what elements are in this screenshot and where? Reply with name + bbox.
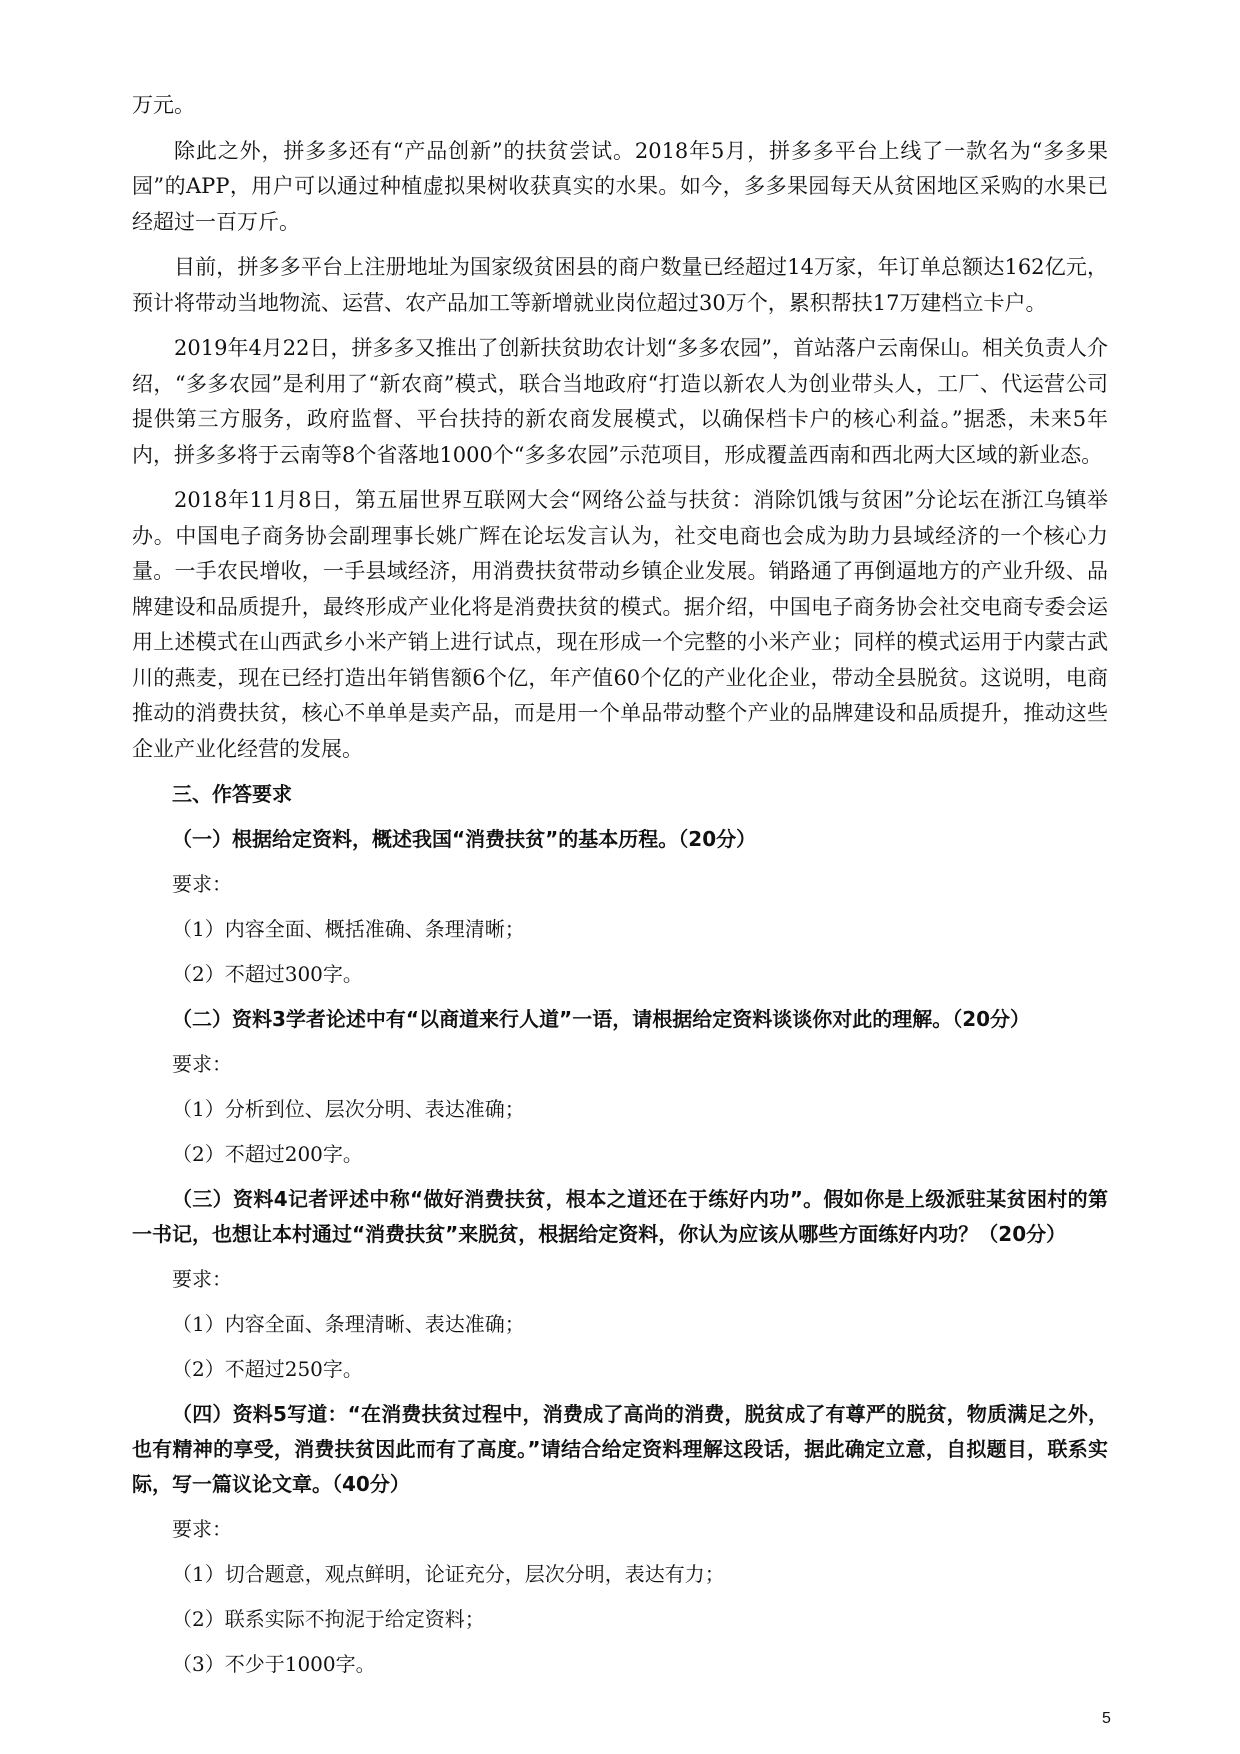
requirements-label: 要求： bbox=[172, 872, 232, 896]
question-2 bbox=[132, 1002, 1108, 1172]
page-number: 5 bbox=[1102, 1710, 1111, 1727]
requirements-label: 要求： bbox=[172, 1267, 232, 1291]
paragraph-merchant-stats: 目前，拼多多平台上注册地址为国家级贫困县的商户数量已经超过14万家，年订单总额达162亿元，预计将带动当地物流、运营、农产品加工等新增就业岗位超过30万个，累积帮扶17万建档立卡户。 bbox=[132, 255, 1108, 315]
paragraph-duoduo-farm: 2019年4月22日，拼多多又推出了创新扶贫助农计划“多多农园”，首站落户云南保山。相关负责人介绍，“多多农园”是利用了“新农商”模式，联合当地政府“打造以新农人为创业带头人，工厂、代运营公司提供第三方服务，政府监督、平台扶持的新农商发展模式，以确保档卡户的核心利益。”据悉，未来5年内，拼多多将于云南等8个省落地1000个“多多农园”示范项目，形成覆盖西南和西北两大区域的新业态。 bbox=[132, 336, 1108, 467]
requirement-item: （1）切合题意，观点鲜明，论证充分，层次分明，表达有力； bbox=[172, 1562, 725, 1586]
paragraph-continuation: 万元。 bbox=[132, 93, 195, 117]
question-title: （二）资料3学者论述中有“以商道来行人道”一语，请根据给定资料谈谈你对此的理解。（20分） bbox=[172, 1007, 1031, 1031]
document-page bbox=[132, 88, 1108, 1692]
paragraph-product-innovation: 除此之外，拼多多还有“产品创新”的扶贫尝试。2018年5月，拼多多平台上线了一款名为“多多果园”的APP，用户可以通过种植虚拟果树收获真实的水果。如今，多多果园每天从贫困地区采购的水果已经超过一百万斤。 bbox=[132, 138, 1108, 234]
requirement-item: （1）内容全面、概括准确、条理清晰； bbox=[172, 917, 525, 941]
requirement-item: （1）内容全面、条理清晰、表达准确； bbox=[172, 1312, 525, 1336]
requirements-label: 要求： bbox=[172, 1517, 232, 1541]
requirements-label: 要求： bbox=[172, 1052, 232, 1076]
question-title: （三）资料4记者评述中称“做好消费扶贫，根本之道还在于练好内功”。假如你是上级派驻某贫困村的第一书记，也想让本村通过“消费扶贫”来脱贫，根据给定资料，你认为应该从哪些方面练好内功？（20分） bbox=[132, 1187, 1108, 1246]
question-1 bbox=[132, 822, 1108, 992]
question-title: （一）根据给定资料，概述我国“消费扶贫”的基本历程。（20分） bbox=[172, 827, 757, 851]
section-title: 三、作答要求 bbox=[172, 782, 292, 806]
question-3 bbox=[132, 1182, 1108, 1387]
requirement-item: （2）联系实际不拘泥于给定资料； bbox=[172, 1607, 485, 1631]
requirement-item: （2）不超过200字。 bbox=[172, 1142, 363, 1166]
requirement-item: （1）分析到位、层次分明、表达准确； bbox=[172, 1097, 525, 1121]
requirement-item: （2）不超过250字。 bbox=[172, 1357, 363, 1381]
requirement-item: （2）不超过300字。 bbox=[172, 962, 363, 986]
paragraph-internet-conference: 2018年11月8日，第五届世界互联网大会“网络公益与扶贫：消除饥饿与贫困”分论坛在浙江乌镇举办。中国电子商务协会副理事长姚广辉在论坛发言认为，社交电商也会成为助力县域经济的一个核心力量。一手农民增收，一手县域经济，用消费扶贫带动乡镇企业发展。销路通了再倒逼地方的产业升级、品牌建设和品质提升，最终形成产业化将是消费扶贫的模式。据介绍，中国电子商务协会社交电商专委会运用上述模式在山西武乡小米产销上进行试点，现在形成一个完整的小米产业；同样的模式运用于内蒙古武川的燕麦，现在已经打造出年销售额6个亿，年产值60个亿的产业化企业，带动全县脱贫。这说明，电商推动的消费扶贫，核心不单单是卖产品，而是用一个单品带动整个产业的品牌建设和品质提升，推动这些企业产业化经营的发展。 bbox=[132, 488, 1108, 761]
question-4 bbox=[132, 1397, 1108, 1682]
requirement-item: （3）不少于1000字。 bbox=[172, 1652, 376, 1676]
question-title: （四）资料5写道：“在消费扶贫过程中，消费成了高尚的消费，脱贫成了有尊严的脱贫，物质满足之外，也有精神的享受，消费扶贫因此而有了高度。”请结合给定资料理解这段话，据此确定立意，自拟题目，联系实际，写一篇议论文章。（40分） bbox=[132, 1402, 1108, 1496]
